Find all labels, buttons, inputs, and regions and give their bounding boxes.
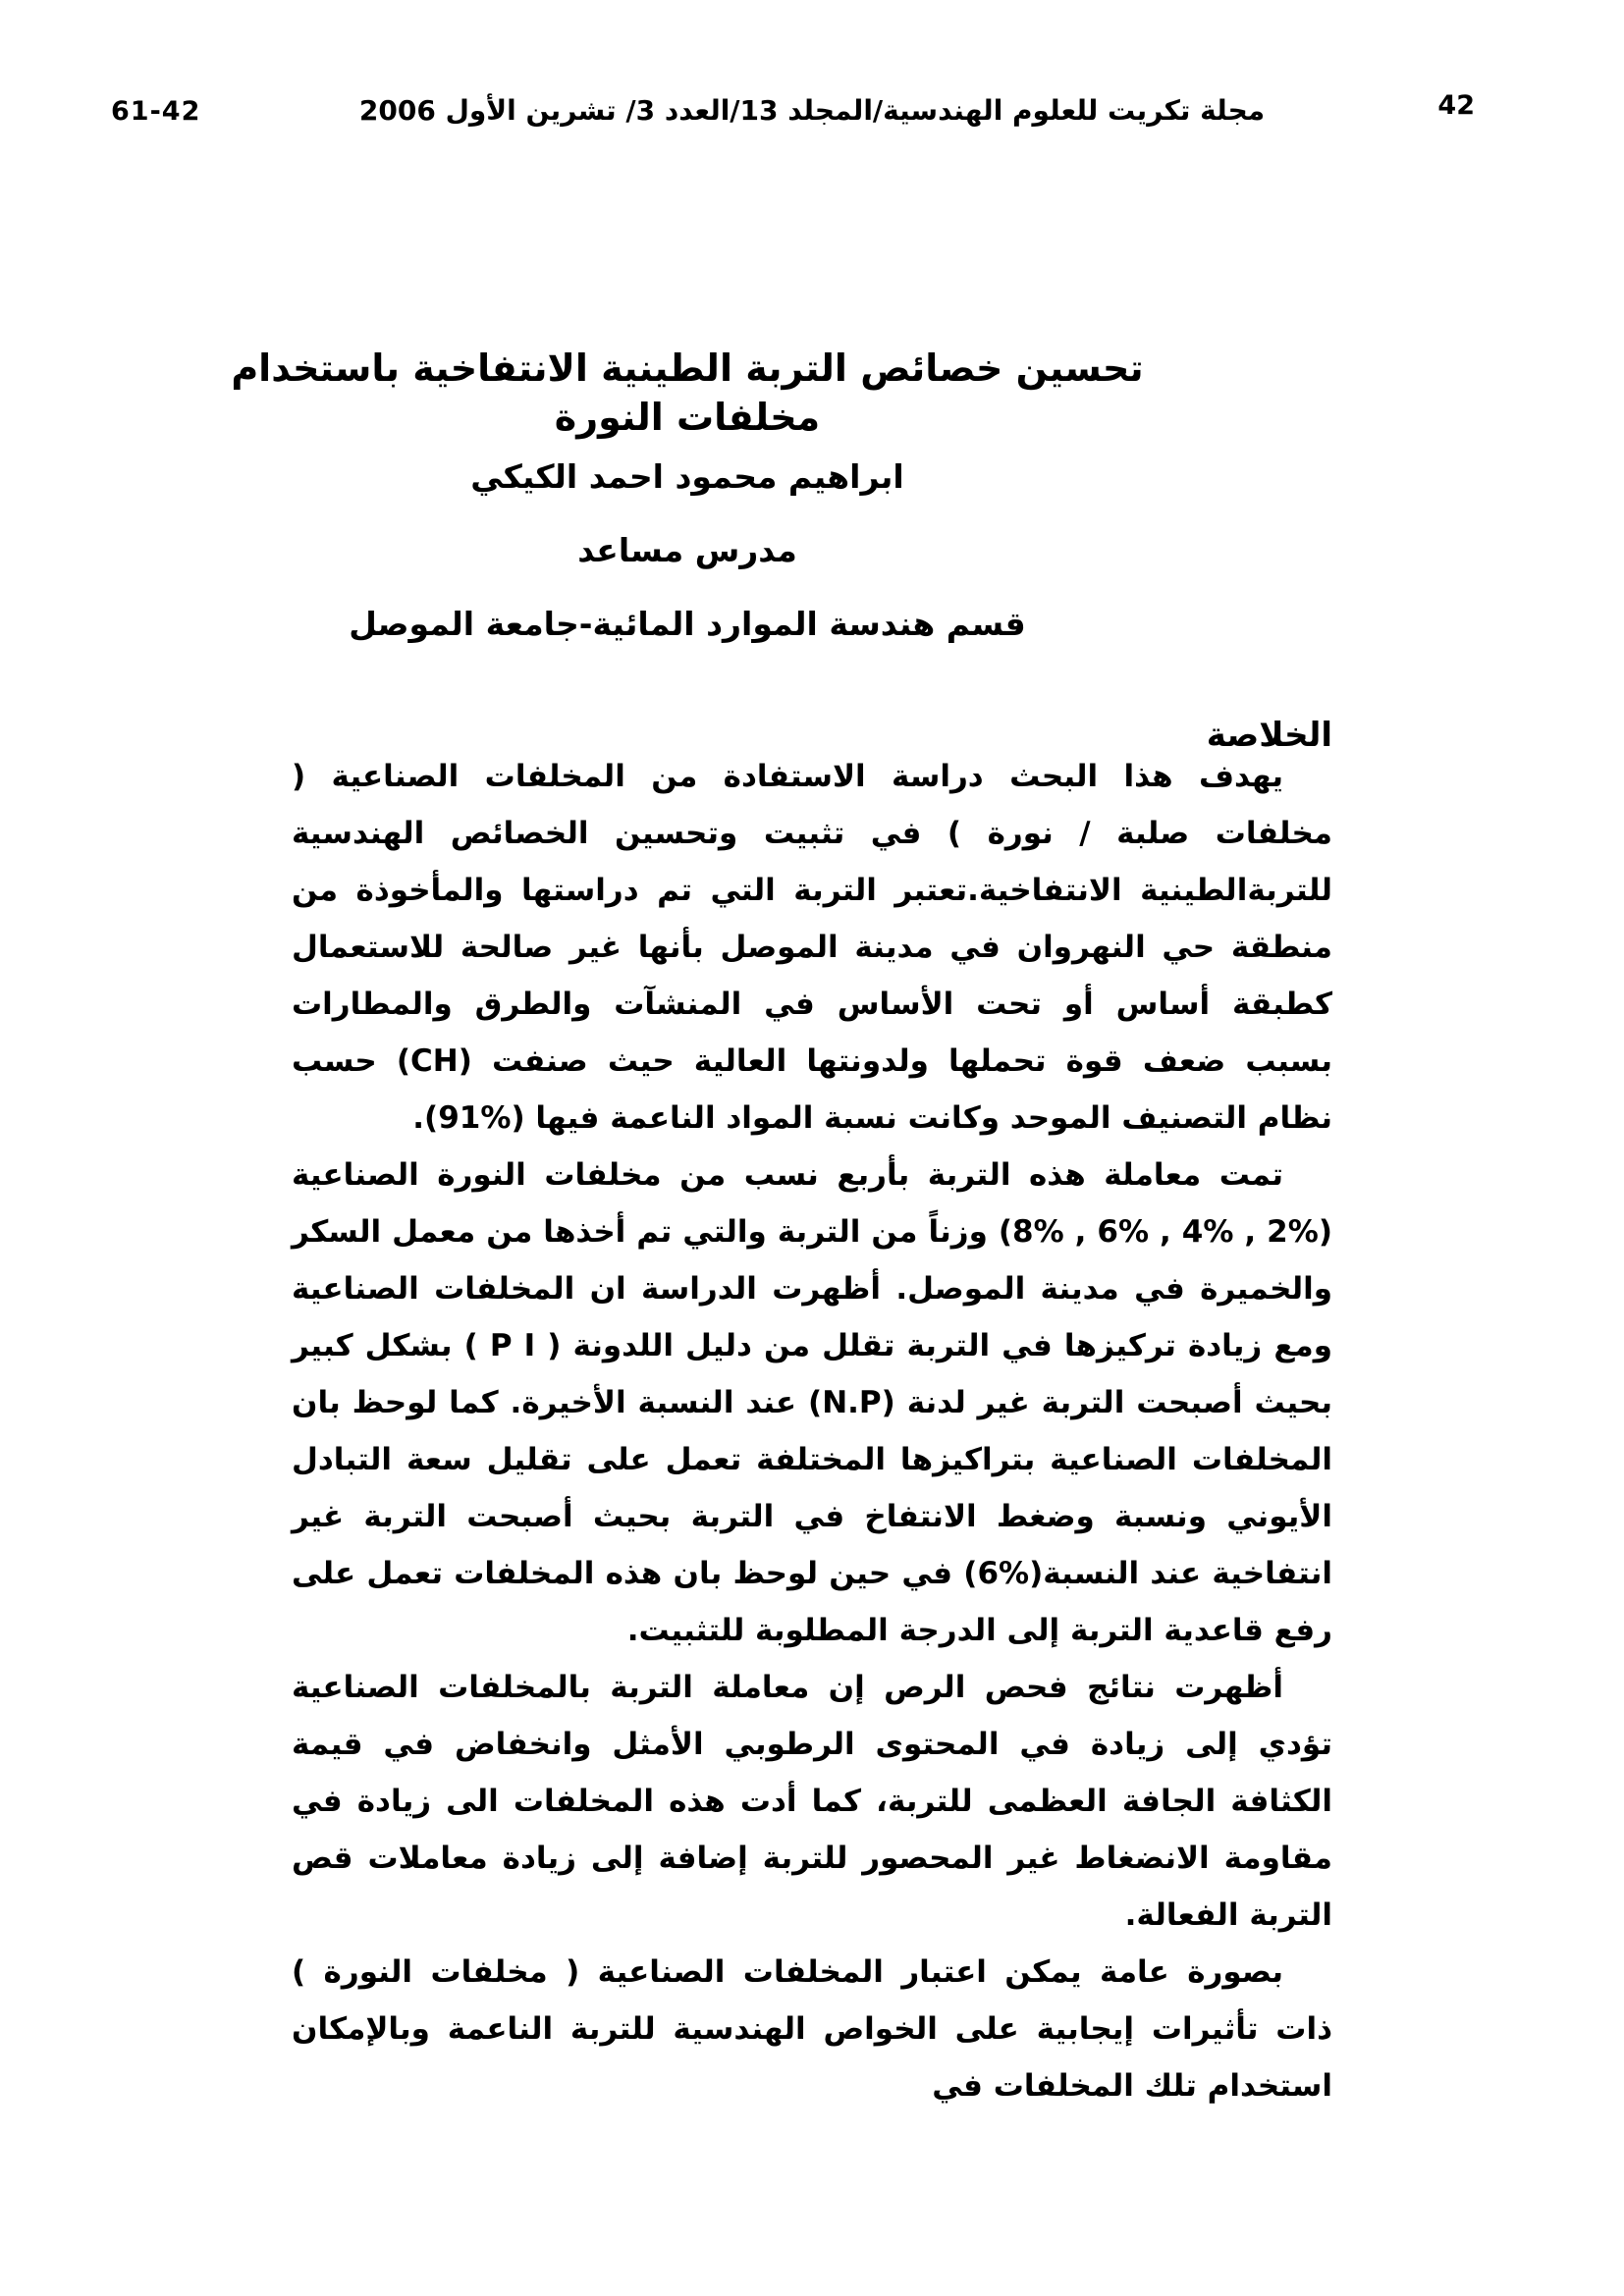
author-affiliation: قسم هندسة الموارد المائية-جامعة الموصل [349, 605, 1026, 643]
header-pages-range: 61-42 [111, 96, 201, 127]
abstract-paragraph: أظهرت نتائج فحص الرص إن معاملة التربة بالمخلفات الصناعية تؤدي إلى زيادة في المحتوى الرطوبي الأمثل وانخفاض في قيمة الكثافة الجافة العظمى للتربة، كما أدت هذه المخلفات الى زيادة في مقاومة الانضغاط غير المحصور للتربة إضافة إلى زيادة معاملات قص التربة الفعالة. [292, 1670, 1332, 1933]
author-name: ابراهيم محمود احمد الكيكي [470, 457, 904, 496]
abstract-body [292, 748, 1332, 2114]
abstract-paragraph: يهدف هذا البحث دراسة الاستفادة من المخلفات الصناعية ( مخلفات صلبة / نورة ) في تثبيت وتحسين الخصائص الهندسية للتربةالطينية الانتفاخية.تعتبر التربة التي تم دراستها والمأخوذة من منطقة حي النهروان في مدينة الموصل بأنها غير صالحة للاستعمال كطبقة أساس أو تحت الأساس في المنشآت والطرق والمطارات بسبب ضعف قوة تحملها ولدونتها العالية حيث صنفت (CH) حسب نظام التصنيف الموحد وكانت نسبة المواد الناعمة فيها (‎91%). [292, 759, 1332, 1136]
abstract-paragraph: بصورة عامة يمكن اعتبار المخلفات الصناعية ( مخلفات النورة ) ذات تأثيرات إيجابية على الخواص الهندسية للتربة الناعمة وبالإمكان استخدام تلك المخلفات في [292, 1954, 1332, 2104]
header-journal-line: مجلة تكريت للعلوم الهندسية/المجلد 13/العدد 3/ تشرين الأول 2006 [358, 94, 1266, 127]
abstract-paragraph: تمت معاملة هذه التربة بأربع نسب من مخلفات النورة الصناعية (‎2%‏ , ‎4%‏ , ‎6%‏ , ‎8%‏) وزناً من التربة والتي تم أخذها من معمل السكر والخميرة في مدينة الموصل. أظهرت الدراسة ان المخلفات الصناعية ومع زيادة تركيزها في التربة تقلل من دليل اللدونة ( P I ) بشكل كبير بحيث أصبحت التربة غير لدنة (N.P) عند النسبة الأخيرة. كما لوحظ بان المخلفات الصناعية بتراكيزها المختلفة تعمل على تقليل سعة التبادل الأيوني ونسبة وضغط الانتفاخ في التربة بحيث أصبحت التربة غير انتفاخية عند النسبة(‎6%) في حين لوحظ بان هذه المخلفات تعمل على رفع قاعدية التربة إلى الدرجة المطلوبة للتثبيت. [292, 1157, 1332, 1648]
paper-title: تحسين خصائص التربة الطينية الانتفاخية باستخدام مخلفات النورة [231, 347, 1144, 439]
abstract-heading: الخلاصة [1206, 716, 1332, 756]
author-position: مدرس مساعد [577, 531, 797, 569]
header-page-number: 42 [1437, 90, 1475, 121]
